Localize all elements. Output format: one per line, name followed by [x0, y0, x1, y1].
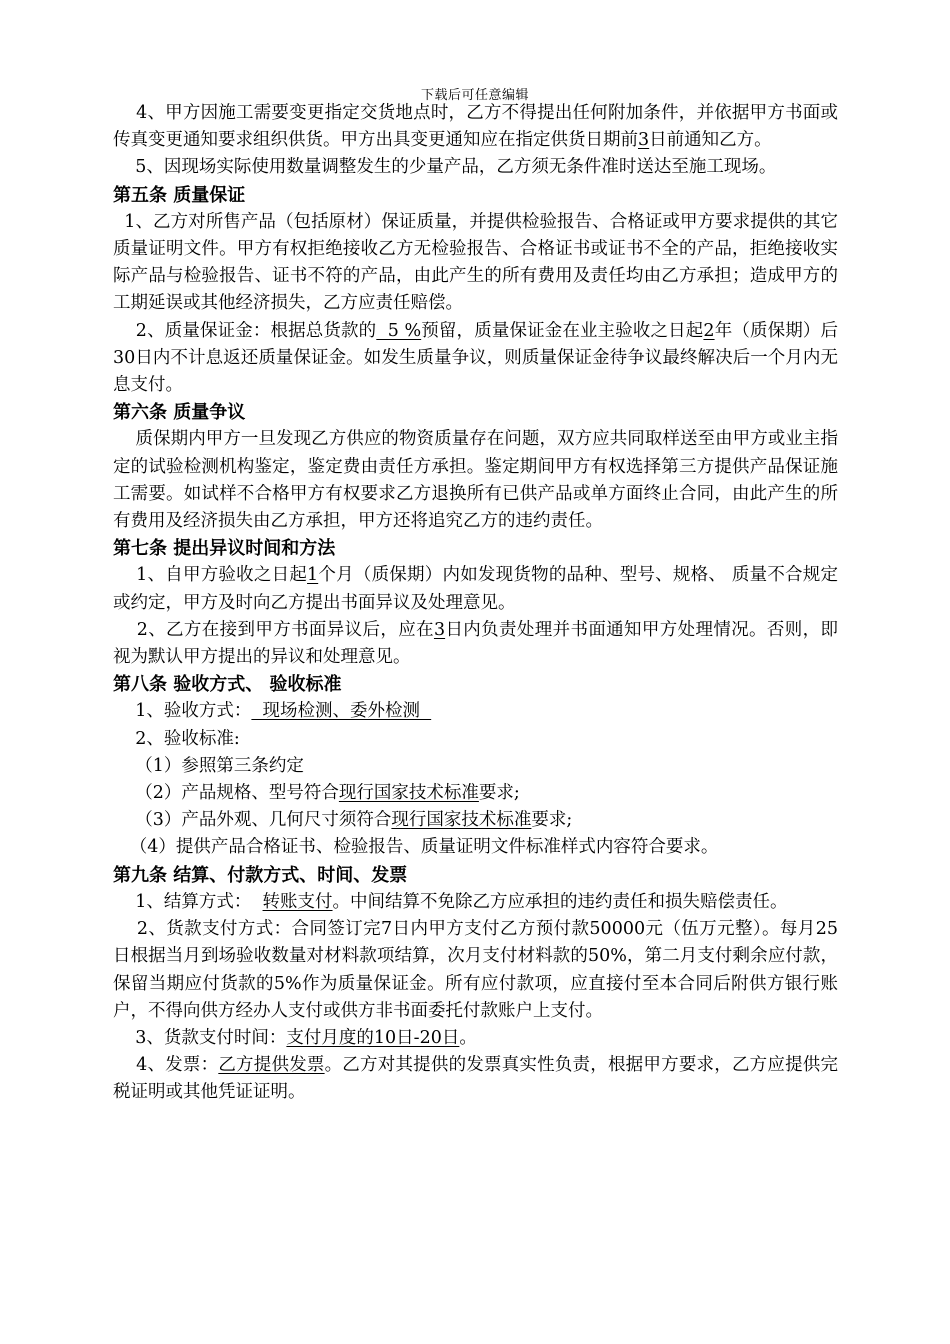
- text-run: 第六条 质量争议: [113, 402, 246, 424]
- text-run: 要求;: [478, 783, 520, 804]
- text-run: 1、验收方式：: [113, 701, 252, 722]
- underlined-text: 支付月度的10日-20日: [286, 1027, 460, 1048]
- text-run: 1、乙方对所售产品（包括原材）保证质量，并提供检验报告、合格证或甲方要求提供的其它质量证明文件。甲方有权拒绝接收乙方无检验报告、合格证书或证书不全的产品，拒绝接收实际产品与检验报告、证书不符的产品，由此产生的所有费用及责任均由乙方承担；造成甲方的工期延误或其他经济损失，乙方应责任赔偿。: [113, 211, 838, 314]
- underlined-text: 现行国家技术标准: [338, 783, 479, 804]
- text-run: 。: [459, 1027, 477, 1048]
- text-run: 个月（质保期）内如发现货物的品种、型号、规格、 质量不合规定或约定，甲方及时向乙方提出书面异议及处理意见。: [113, 565, 838, 613]
- paragraph: [113, 1052, 838, 1106]
- text-run: 4、甲方因施工需要变更指定交货地点时，乙方不得提出任何附加条件，并依据甲方书面或传真变更通知要求组织供货。甲方出具变更通知应在指定供货日期前: [113, 103, 838, 151]
- paragraph: [113, 726, 838, 753]
- text-run: 1、结算方式：: [113, 891, 263, 912]
- text-run: 2、货款支付方式：合同签订完7日内甲方支付乙方预付款50000元（伍万元整）。每月25日根据当月到场验收数量对材料款项结算，次月支付材料款的50%，第二月支付剩余应付款，保留当期应付货款的5%作为质量保证金。所有应付款项，应直接付至本合同后附供方银行账户，不得向供方经办人支付或供方非书面委托付款账户上支付。: [113, 919, 838, 1021]
- paragraph: [113, 562, 838, 616]
- paragraph: [113, 807, 838, 834]
- text-run: （4）提供产品合格证书、检验报告、质量证明文件标准样式内容符合要求。: [113, 837, 719, 858]
- text-run: 年（质保期）后30日内不计息返还质量保证金。如发生质量争议，则质量保证金待争议最终解决后一个月内无息支付。: [113, 320, 838, 396]
- paragraph: [113, 834, 838, 861]
- text-run: 2、质量保证金：根据总货款的: [113, 320, 377, 341]
- text-run: 预留，质量保证金在业主验收之日起: [421, 320, 704, 341]
- text-run: （1）参照第三条约定: [113, 755, 304, 776]
- underlined-text: 3: [638, 130, 650, 151]
- text-run: 第八条 验收方式、 验收标准: [113, 674, 342, 696]
- underlined-text: 现行国家技术标准: [391, 810, 532, 831]
- text-run: 3、货款支付时间：: [113, 1027, 287, 1048]
- section-heading: [113, 862, 838, 889]
- section-heading: [113, 671, 838, 698]
- paragraph: [113, 889, 838, 916]
- text-run: 2、乙方在接到甲方书面异议后，应在: [113, 619, 434, 640]
- paragraph: [113, 154, 838, 181]
- text-run: （2）产品规格、型号符合: [113, 783, 339, 804]
- paragraph: [113, 209, 838, 318]
- section-heading: [113, 535, 838, 562]
- underlined-text: 2: [703, 320, 715, 341]
- underlined-text: 1: [307, 565, 319, 586]
- text-run: （3）产品外观、几何尺寸须符合: [113, 810, 392, 831]
- paragraph: [113, 617, 838, 671]
- underlined-text: 乙方提供发票: [218, 1055, 325, 1076]
- underlined-text: 转账支付: [262, 891, 333, 912]
- paragraph: [113, 1025, 838, 1052]
- header-note: 下载后可任意编辑: [420, 88, 529, 103]
- text-run: 日前通知乙方。: [649, 130, 772, 151]
- underlined-text: 现场检测、委外检测: [251, 701, 432, 722]
- paragraph: [113, 426, 838, 535]
- text-run: 2、验收标准:: [113, 728, 240, 749]
- paragraph: [113, 100, 838, 154]
- text-run: 第五条 质量保证: [113, 184, 246, 206]
- text-run: 要求;: [531, 810, 573, 831]
- text-run: 日内负责处理并书面通知甲方处理情况。否则，即视为默认甲方提出的异议和处理意见。: [113, 619, 838, 668]
- section-heading: [113, 399, 838, 426]
- text-run: 。乙方对其提供的发票真实性负责，根据甲方要求，乙方应提供完税证明或其他凭证证明。: [113, 1055, 839, 1103]
- paragraph: [113, 780, 838, 807]
- paragraph: [113, 916, 838, 1025]
- section-heading: [113, 182, 838, 209]
- paragraph: [113, 698, 838, 725]
- paragraph: [113, 753, 838, 780]
- contract-body: [113, 100, 838, 1107]
- text-run: 5、因现场实际使用数量调整发生的少量产品，乙方须无条件准时送达至施工现场。: [113, 157, 777, 178]
- text-run: 。中间结算不免除乙方应承担的违约责任和损失赔偿责任。: [332, 891, 788, 912]
- text-run: 第九条 结算、付款方式、时间、发票: [113, 864, 408, 886]
- text-run: 第七条 提出异议时间和方法: [113, 538, 336, 560]
- text-run: 质保期内甲方一旦发现乙方供应的物资质量存在问题，双方应共同取样送至由甲方或业主指定的试验检测机构鉴定，鉴定费由责任方承担。鉴定期间甲方有权选择第三方提供产品保证施工需要。如试样不合格甲方有权要求乙方退换所有已供产品或单方面终止合同，由此产生的所有费用及经济损失由乙方承担，甲方还将追究乙方的违约责任。: [113, 429, 838, 532]
- paragraph: [113, 318, 838, 400]
- text-run: 1、自甲方验收之日起: [113, 565, 308, 586]
- text-run: 4、发票：: [113, 1055, 219, 1076]
- underlined-text: 5 %: [376, 320, 422, 341]
- underlined-text: 3: [433, 619, 446, 640]
